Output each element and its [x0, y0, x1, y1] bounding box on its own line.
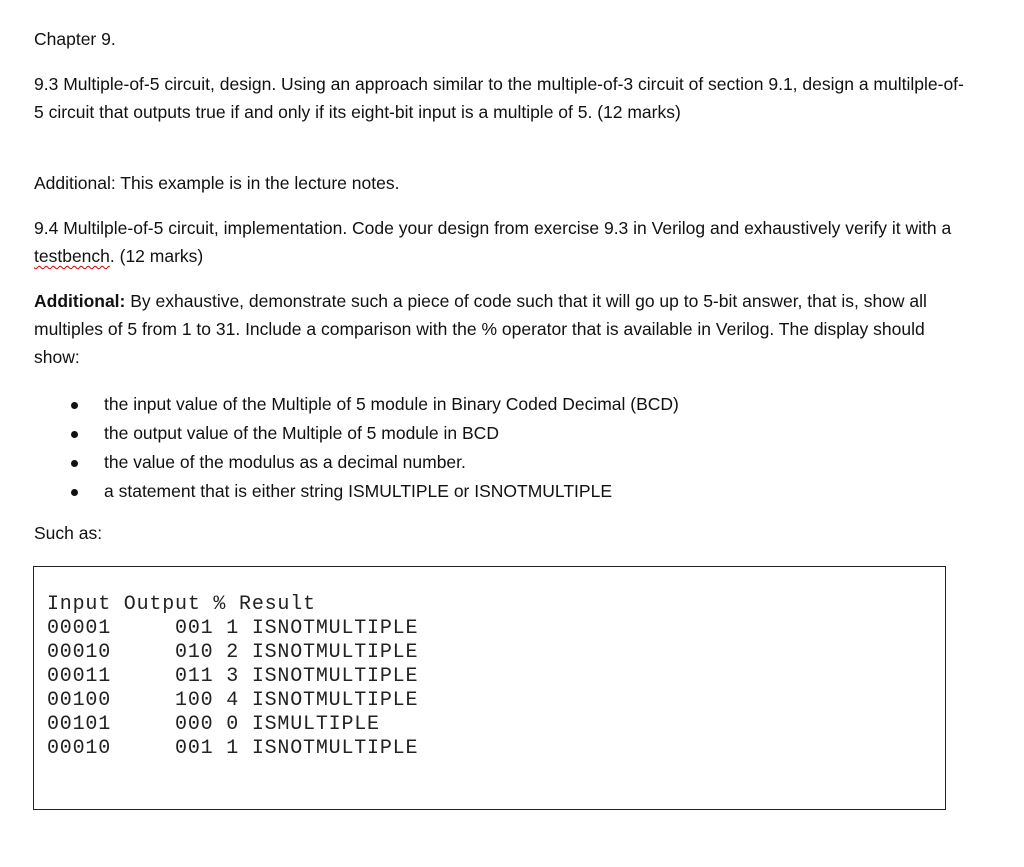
question-9-3: 9.3 Multiple-of-5 circuit, design. Using an approach similar to the multiple-of-3 circuit of section 9.1, design a multilple-of-5 circuit that outputs true if and only if its eight-bit input is a multiple of 5. (12 marks): [34, 74, 964, 122]
output-row: 00001 001 1 ISNOTMULTIPLE: [47, 617, 419, 640]
spellcheck-word: testbench: [34, 246, 110, 266]
output-row: 00101 000 0 ISMULTIPLE: [47, 713, 380, 736]
list-item: [34, 477, 679, 506]
list-item: [34, 448, 679, 477]
q94-text: 9.4 Multilple-of-5 circuit, implementation. Code your design from exercise 9.3 in Verilog and exhaustively verify it with a: [34, 218, 952, 238]
output-row: 00010 010 2 ISNOTMULTIPLE: [47, 641, 419, 664]
output-row: 00011 011 3 ISNOTMULTIPLE: [47, 665, 419, 688]
bullet-icon: [71, 460, 78, 467]
question-9-4: [34, 214, 964, 270]
bullet-icon: [71, 489, 78, 496]
list-item: [34, 390, 679, 419]
question-9-4-additional: [34, 287, 964, 371]
chapter-heading: Chapter 9.: [34, 29, 116, 49]
list-item-text: the input value of the Multiple of 5 module in Binary Coded Decimal (BCD): [104, 394, 679, 414]
output-row: 00010 001 1 ISNOTMULTIPLE: [47, 737, 419, 760]
bullet-icon: [71, 431, 78, 438]
additional-label: Additional:: [34, 291, 126, 311]
list-item-text: the value of the modulus as a decimal number.: [104, 452, 466, 472]
bullet-icon: [71, 402, 78, 409]
such-as-label: Such as:: [34, 523, 103, 543]
list-item: [34, 419, 679, 448]
output-header: Input Output % Result: [47, 593, 316, 616]
question-9-3-additional: Additional: This example is in the lecture notes.: [34, 173, 400, 193]
display-requirements-list: [34, 390, 679, 506]
example-output: [47, 593, 418, 761]
q94-marks: . (12 marks): [109, 246, 204, 266]
list-item-text: a statement that is either string ISMULTIPLE or ISNOTMULTIPLE: [104, 481, 612, 501]
list-item-text: the output value of the Multiple of 5 module in BCD: [104, 423, 499, 443]
additional-text: By exhaustive, demonstrate such a piece of code such that it will go up to 5-bit answer, that is, show all multiples of 5 from 1 to 31. Include a comparison with the % operator that is available in Verilog. The display should show:: [34, 291, 927, 367]
output-row: 00100 100 4 ISNOTMULTIPLE: [47, 689, 419, 712]
example-output-box: [33, 566, 946, 810]
